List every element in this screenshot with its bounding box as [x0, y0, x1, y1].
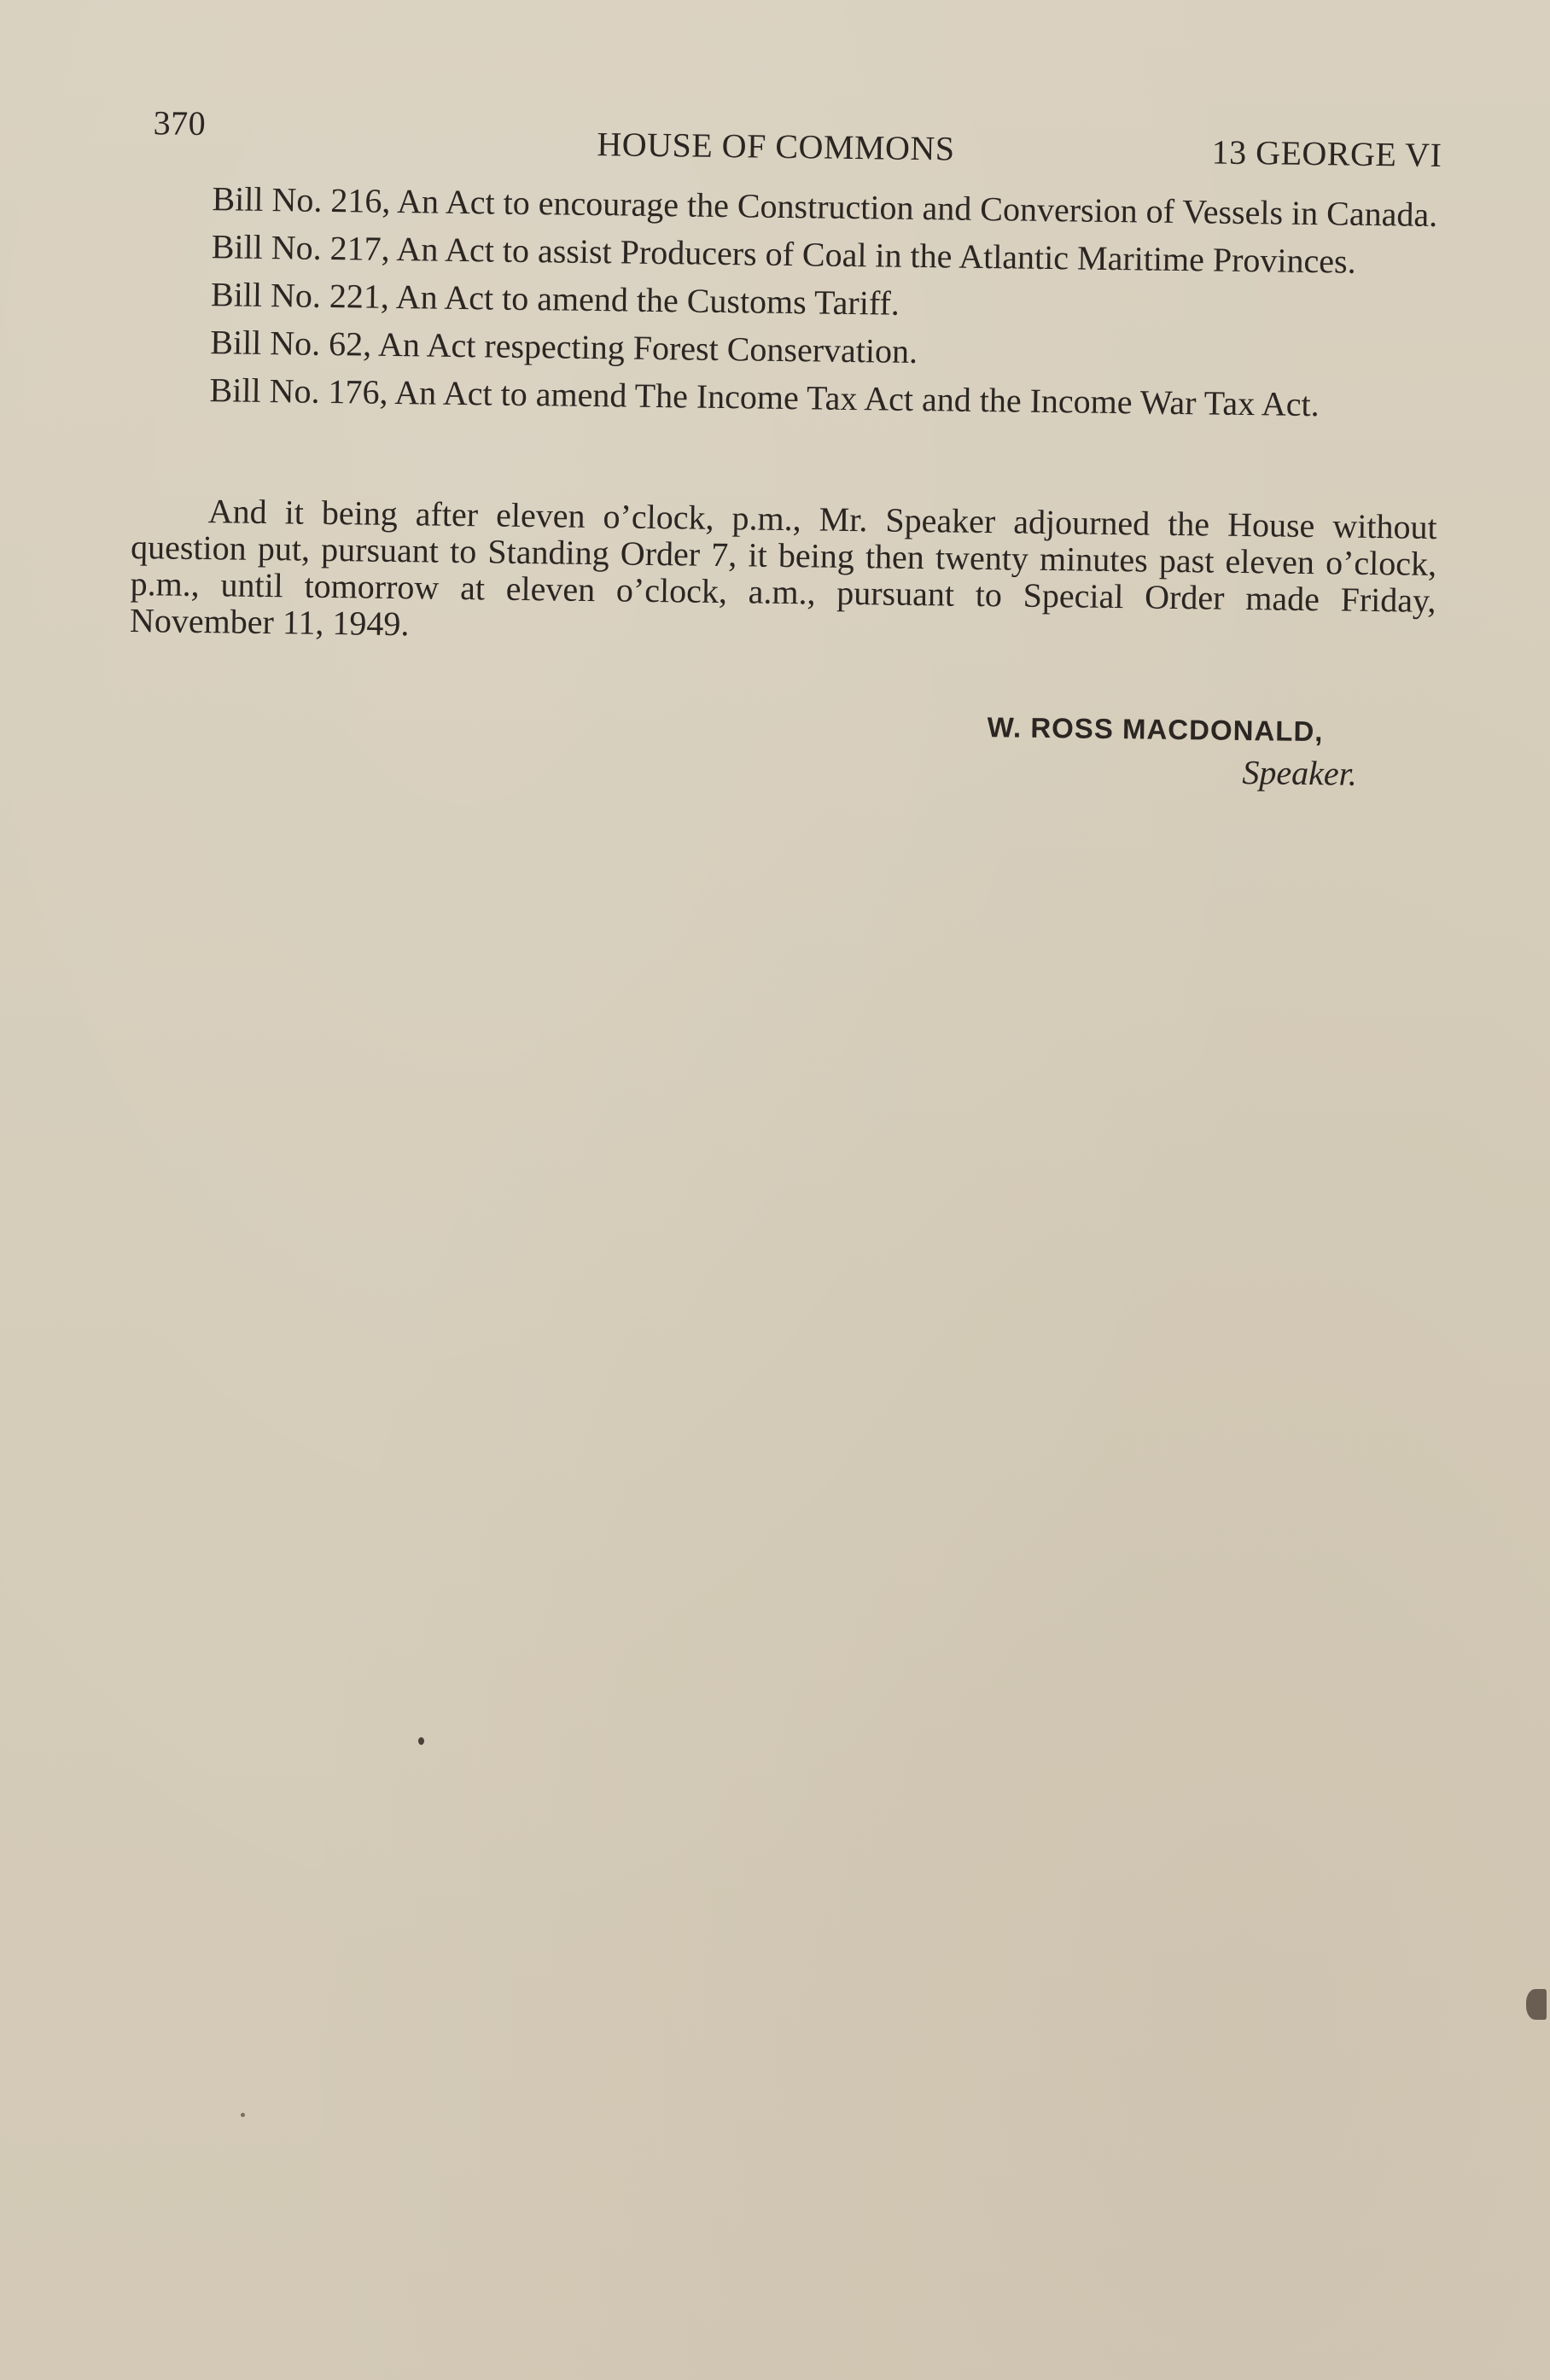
page-content — [128, 102, 1442, 795]
page-number: 370 — [153, 103, 207, 143]
speaker-title: Speaker. — [1242, 753, 1358, 793]
regnal-year: 13 GEORGE VI — [1211, 132, 1442, 175]
signature-block — [128, 700, 1435, 795]
running-title: HOUSE OF COMMONS — [597, 125, 955, 168]
speaker-name: W. ROSS MACDONALD, — [987, 711, 1324, 748]
bill-item: Bill No. 62, An Act respecting Forest Conservation. — [210, 323, 918, 371]
bill-item: Bill No. 217, An Act to assist Producers of Coal in the Atlantic Maritime Provinces. — [211, 227, 1356, 281]
adjournment-paragraph: And it being after eleven o’clock, p.m., Mr. Speaker adjourned the House without question put, pursuant to Standing Order 7, it being then twenty minutes past eleven o’clock, p.m., until tomorrow at eleven o’clock, a.m., pursuant to Special Order made Friday, November 11, 1949. — [129, 492, 1437, 644]
paper-speck — [241, 2113, 245, 2117]
bill-item: Bill No. 176, An Act to amend The Income Tax Act and the Income War Tax Act. — [209, 370, 1320, 424]
bill-item: Bill No. 216, An Act to encourage the Construction and Conversion of Vessels in Canada. — [212, 179, 1438, 234]
bill-item: Bill No. 221, An Act to amend the Customs Tariff. — [210, 275, 900, 323]
paper-speck — [418, 1737, 424, 1745]
paper-speck — [1526, 1989, 1547, 2020]
bill-list — [132, 179, 1441, 425]
